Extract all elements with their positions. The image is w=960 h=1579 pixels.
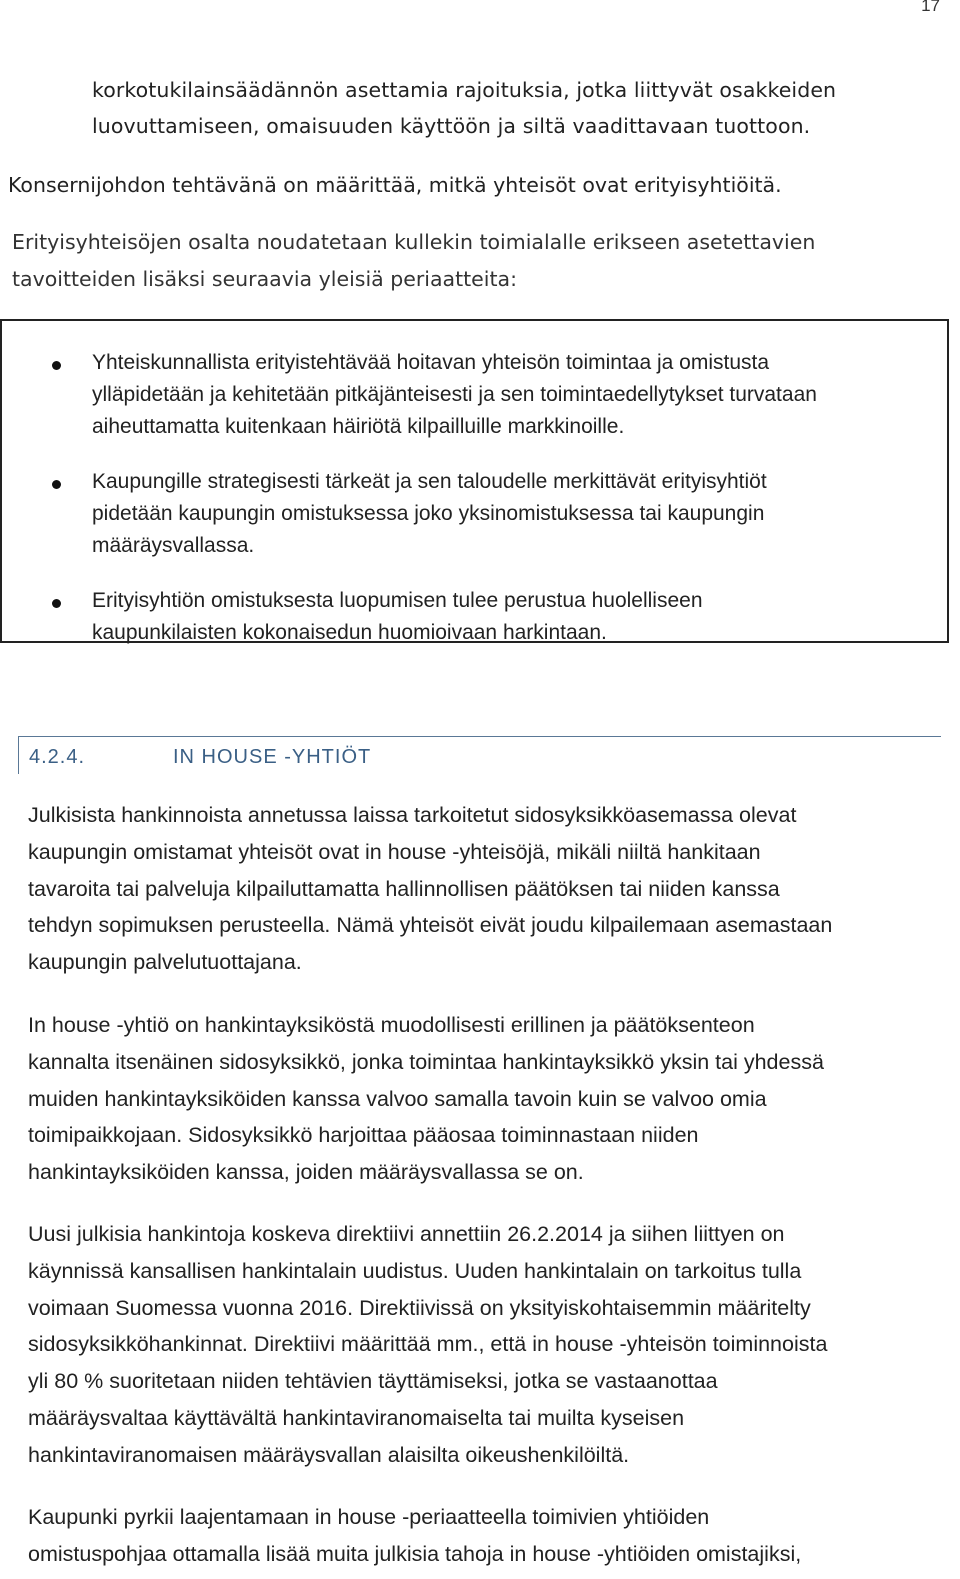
text-line: hankintaviranomaisen määräysvallan alaisilta oikeushenkilöiltä.	[28, 1442, 630, 1467]
principles-intro	[12, 224, 942, 298]
section-number: 4.2.4.	[29, 746, 86, 768]
text-line: hankintayksiköiden kanssa, joiden määräysvallassa se on.	[28, 1160, 584, 1185]
text-line: ylläpidetään ja kehitetään pitkäjänteisesti ja sen toimintaedellytykset turvataan	[92, 383, 817, 406]
text-line: sidosyksikköhankinnat. Direktiivi määrittää mm., että in house -yhteisön toiminnoista	[28, 1332, 828, 1357]
text-line: pidetään kaupungin omistuksessa joko yksinomistuksessa tai kaupungin	[92, 502, 765, 525]
text-line: korkotukilainsäädännön asettamia rajoituksia, jotka liittyvät osakkeiden	[92, 78, 837, 102]
text-line: määräysvallassa.	[92, 534, 255, 557]
text-line: Erityisyhtiön omistuksesta luopumisen tulee perustua huolelliseen	[92, 589, 703, 612]
text-line: muiden hankintayksiköiden kanssa valvoo samalla tavoin kuin se valvoo omia	[28, 1086, 767, 1111]
text-line: määräysvaltaa käyttävältä hankintaviranomaiselta tai muilta kyseisen	[28, 1405, 685, 1430]
paragraph	[28, 797, 938, 981]
paragraph	[28, 1007, 938, 1191]
lead-sentence: Konsernijohdon tehtävänä on määrittää, mitkä yhteisöt ovat erityisyhtiöitä.	[8, 173, 782, 197]
section-heading	[18, 736, 941, 774]
text-line: toimipaikkojaan. Sidosyksikkö harjoittaa pääosaa toiminnastaan niiden	[28, 1123, 699, 1148]
text-line: voimaan Suomessa vuonna 2016. Direktiivissä on yksityiskohtaisemmin määritelty	[28, 1295, 811, 1320]
text-line: Uusi julkisia hankintoja koskeva direktiivi annettiin 26.2.2014 ja siihen liittyen on	[28, 1222, 785, 1246]
paragraph	[28, 1499, 938, 1573]
text-line: kaupungin omistamat yhteisöt ovat in house -yhteisöjä, mikäli niiltä hankitaan	[28, 839, 761, 864]
text-line: kaupungin palvelutuottajana.	[28, 950, 302, 975]
text-line: kaupunkilaisten kokonaisedun huomioivaan harkintaan.	[92, 621, 607, 644]
text-line: luovuttamiseen, omaisuuden käyttöön ja siltä vaadittavaan tuottoon.	[92, 114, 811, 138]
text-line: Julkisista hankinnoista annetussa laissa tarkoitetut sidosyksikköasemassa olevat	[28, 803, 797, 827]
page-number: 17	[921, 0, 940, 15]
text-line: tavaroita tai palveluja kilpailuttamatta hallinnollisen päätöksen tai niiden kanssa	[28, 876, 780, 901]
principle-text	[92, 585, 942, 649]
paragraph	[28, 1216, 938, 1474]
principle-text	[92, 347, 942, 443]
text-line: yli 80 % suoritetaan niiden tehtävien täyttämiseksi, jotka se vastaanottaa	[28, 1369, 718, 1394]
text-line: käynnissä kansallisen hankintalain uudistus. Uuden hankintalain on tarkoitus tulla	[28, 1258, 802, 1283]
bullet-icon	[52, 599, 61, 608]
text-line: Yhteiskunnallista erityistehtävää hoitavan yhteisön toimintaa ja omistusta	[92, 351, 770, 374]
principle-text	[92, 466, 942, 562]
text-line: Kaupunki pyrkii laajentamaan in house -periaatteella toimivien yhtiöiden	[28, 1505, 710, 1529]
bullet-icon	[52, 361, 61, 370]
text-line: In house -yhtiö on hankintayksiköstä muodollisesti erillinen ja päätöksenteon	[28, 1013, 755, 1037]
text-line: Erityisyhteisöjen osalta noudatetaan kullekin toimialalle erikseen asetettavien	[12, 230, 816, 254]
text-line: tehdyn sopimuksen perusteella. Nämä yhteisöt eivät joudu kilpailemaan asemastaan	[28, 913, 833, 938]
text-line: omistuspohjaa ottamalla lisää muita julkisia tahoja in house -yhtiöiden omistajiksi,	[28, 1541, 802, 1566]
section-title: IN HOUSE -YHTIÖT	[173, 746, 372, 768]
text-line: tavoitteiden lisäksi seuraavia yleisiä periaatteita:	[12, 267, 517, 291]
bullet-icon	[52, 480, 61, 489]
text-line: kannalta itsenäinen sidosyksikkö, jonka toimintaa hankintayksikkö yksin tai yhdessä	[28, 1049, 824, 1074]
text-line: Kaupungille strategisesti tärkeät ja sen taloudelle merkittävät erityisyhtiöt	[92, 470, 767, 493]
principles-box	[0, 319, 949, 643]
text-line: aiheuttamatta kuitenkaan häiriötä kilpailluille markkinoille.	[92, 415, 625, 438]
top-paragraph	[92, 72, 942, 144]
